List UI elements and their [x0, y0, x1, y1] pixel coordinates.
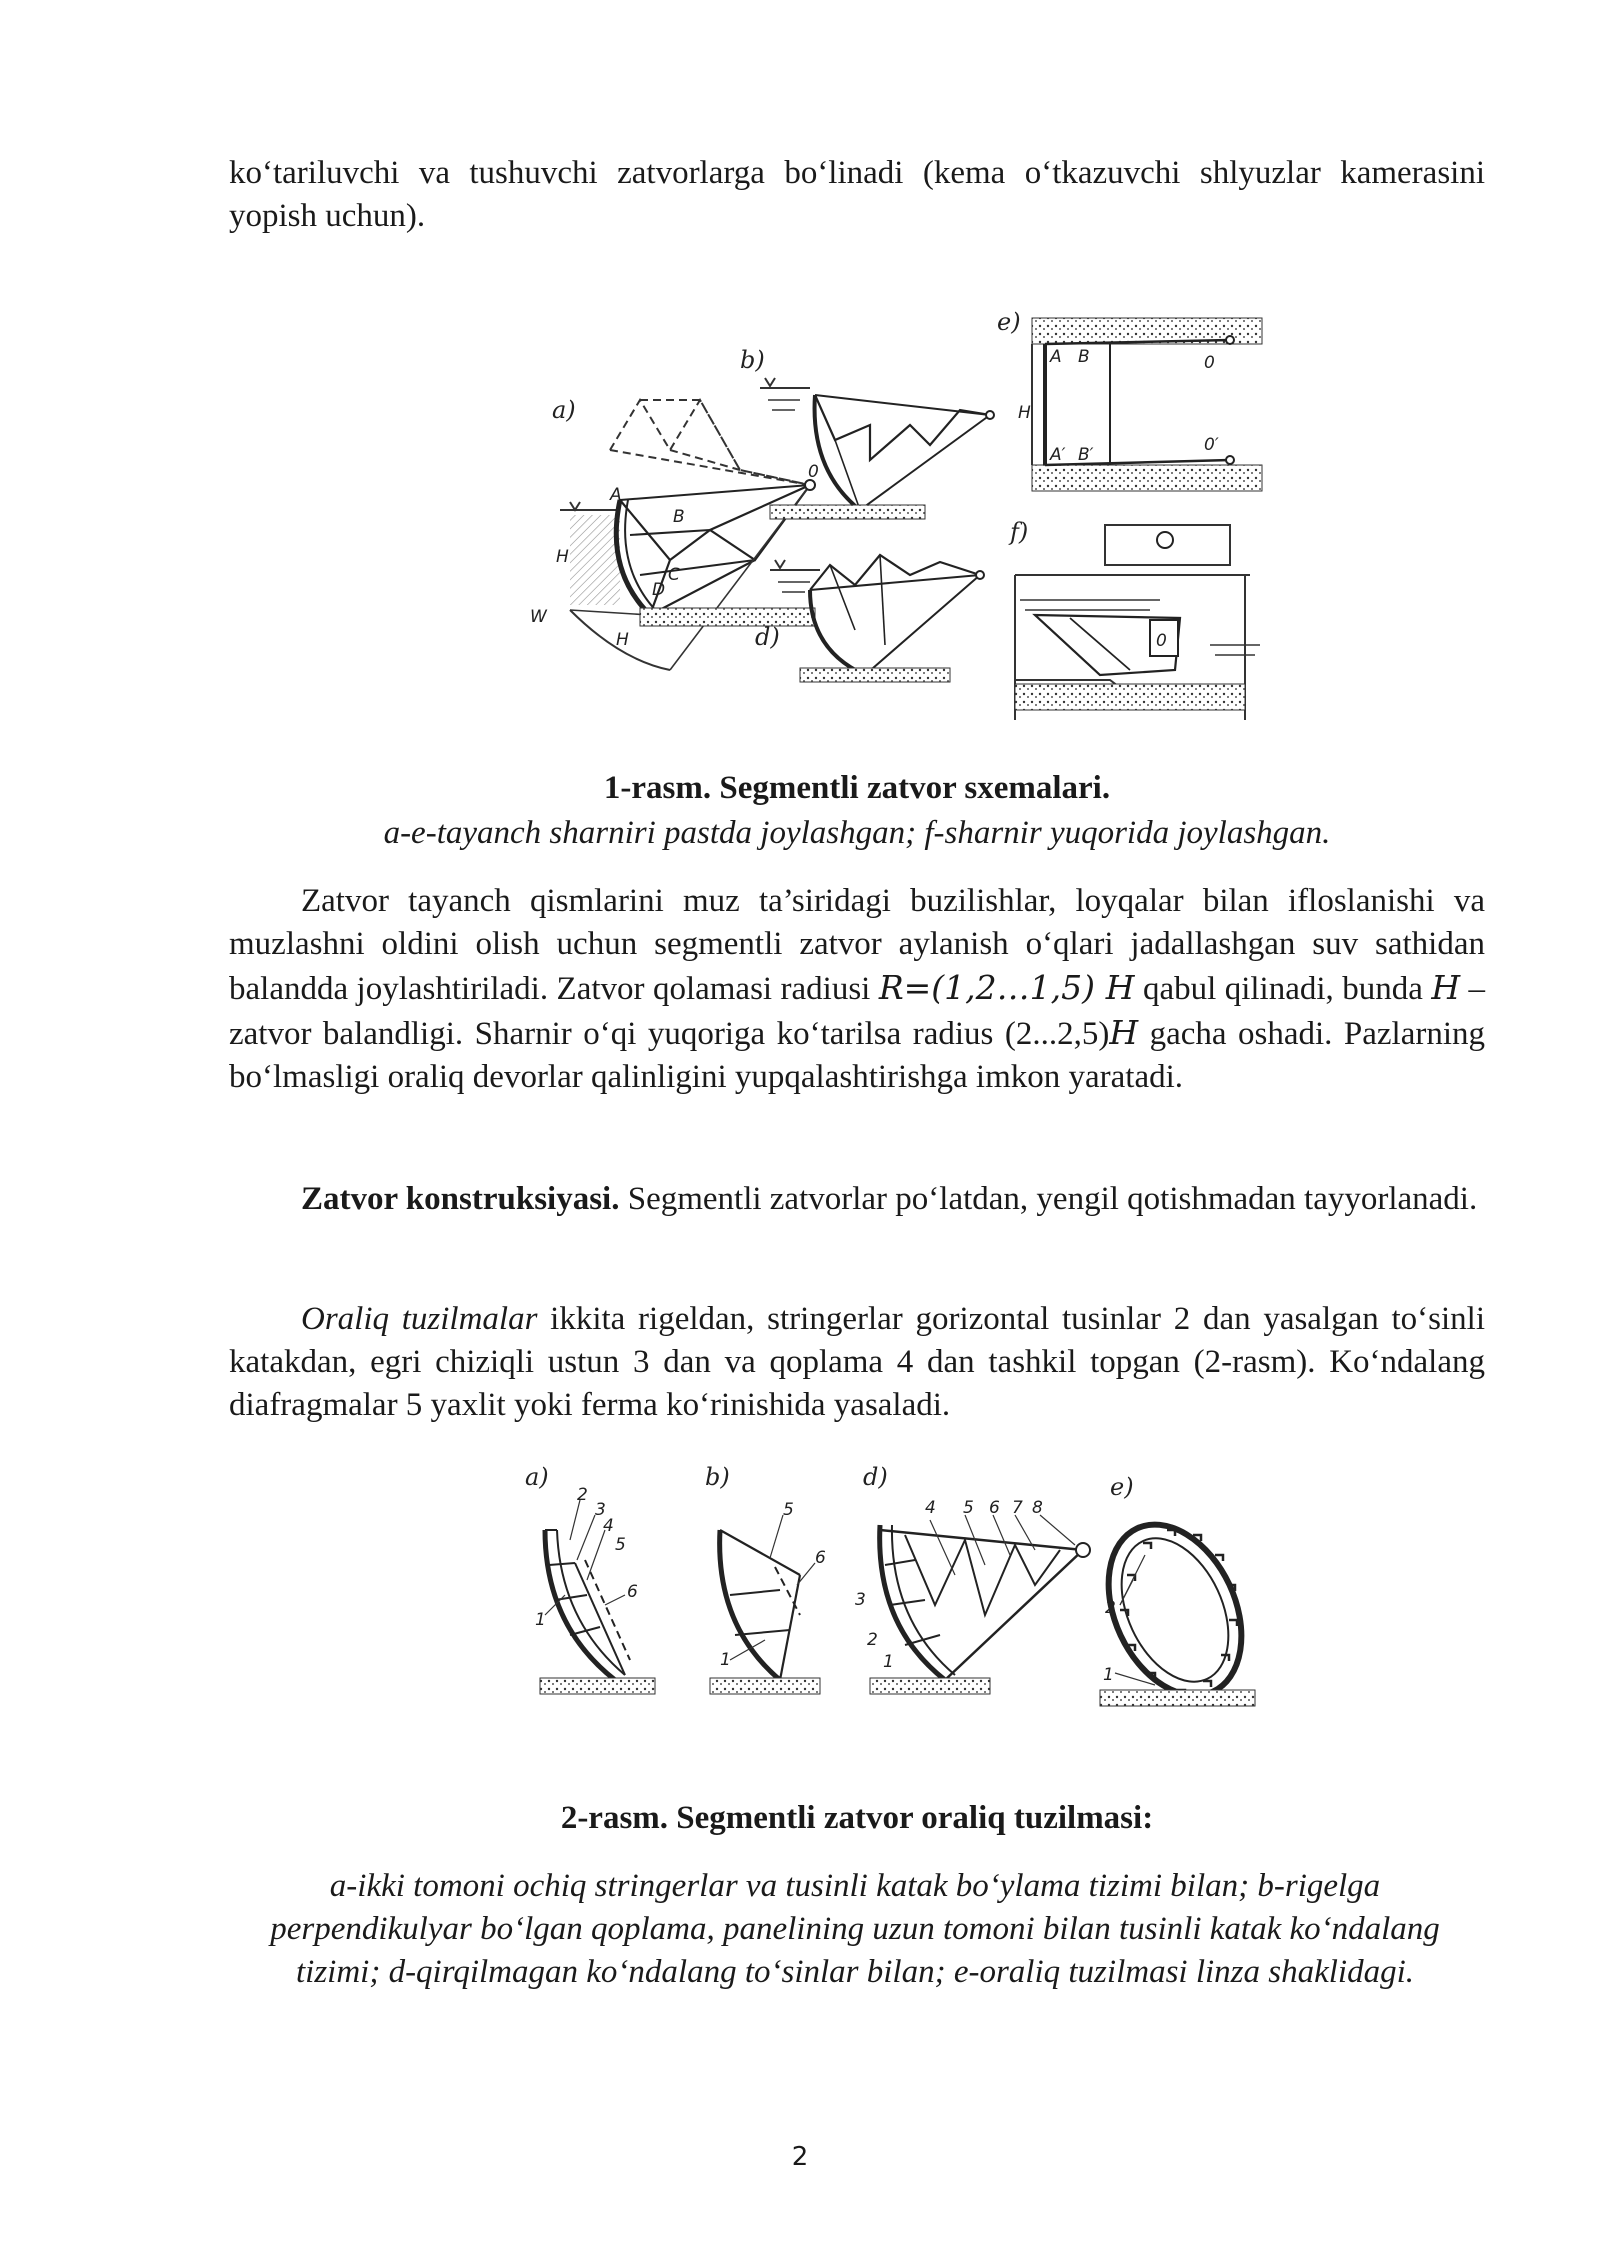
- fig2d-num-7: 7: [1012, 1498, 1023, 1518]
- fig2b-num-1: 1: [720, 1650, 731, 1670]
- fig1-label-b: b): [740, 346, 765, 374]
- para3-text: ikkita rigeldan, stringerlar gorizontal tusinlar 2 dan yasalgan to‘sinli katakdan, egri chiziqli ustun 3 dan va qoplama 4 dan tashkil topgan (2-rasm). Ko‘ndalang diafragmalar 5 yaxlit yoki ferma ko‘rinishida yasaladi.: [229, 1301, 1486, 1423]
- fig2d-num-2: 2: [867, 1630, 878, 1650]
- fig2e-num-1: 1: [1103, 1665, 1114, 1685]
- fig2d-num-6: 6: [989, 1498, 1000, 1518]
- figure-1: [510, 300, 1270, 730]
- figure-2-panel-b: [705, 1463, 826, 1694]
- paragraph-2: [229, 1178, 1485, 1221]
- fig2a-num-2: 2: [577, 1485, 588, 1505]
- fig1-point-d: D: [652, 580, 666, 600]
- fig1-point-b2: B: [1078, 347, 1090, 367]
- intro-paragraph: ko‘tariluvchi va tushuvchi zatvorlarga bo‘linadi (kema o‘tkazuvchi shlyuzlar kamerasini yopish uchun).: [229, 155, 1485, 234]
- para2-text: Segmentli zatvorlar po‘latdan, yengil qotishmadan tayyorlanadi.: [627, 1181, 1478, 1217]
- para1-text-2: qabul qilinadi, bunda: [1142, 971, 1423, 1007]
- paragraph-3: [229, 1298, 1485, 1427]
- fig1-point-a3: A′: [1050, 445, 1066, 465]
- fig2a-num-6: 6: [627, 1582, 638, 1602]
- figure-2-caption: a-ikki tomoni ochiq stringerlar va tusinli katak bo‘ylama tizimi bilan; b-rigelga perpendikulyar bo‘lgan qoplama, panelining uzun tomoni bilan tusinli katak ko‘ndalang tizimi; d-qirqilmagan ko‘ndalang to‘sinlar bilan; e-oraliq tuzilmasi linza shaklidagi.: [270, 1868, 1440, 1990]
- fig2d-num-5: 5: [963, 1498, 974, 1518]
- fig1-point-b: B: [673, 507, 685, 527]
- fig1-point-a2: A: [1050, 347, 1062, 367]
- figure-1-drawing: [510, 300, 1270, 730]
- figure-2-drawing: [515, 1455, 1275, 1725]
- fig2d-num-1: 1: [883, 1652, 894, 1672]
- figure-2-title: 2-rasm. Segmentli zatvor oraliq tuzilmasi:: [560, 1800, 1154, 1836]
- fig2b-num-6: 6: [815, 1548, 826, 1568]
- paragraph-1: [229, 880, 1485, 1099]
- fig1-point-o: 0: [808, 462, 819, 482]
- fig1-point-o3: 0′: [1204, 435, 1219, 455]
- figure-1-panel-e: [997, 308, 1262, 491]
- term-oraliq-tuzilmalar: Oraliq tuzilmalar: [301, 1301, 538, 1337]
- fig2e-num-2: 2: [1105, 1598, 1116, 1618]
- fig1-label-d: d): [755, 623, 780, 651]
- figure-1-caption: a-e-tayanch sharniri pastda joylashgan; f-sharnir yuqorida joylashgan.: [383, 815, 1331, 851]
- fig2-label-a: a): [525, 1463, 549, 1491]
- formula-radius: R=(1,2…1,5) H: [878, 968, 1135, 1007]
- fig2-label-b: b): [705, 1463, 730, 1491]
- fig1-point-w: W: [530, 607, 547, 627]
- fig2a-num-1: 1: [535, 1610, 546, 1630]
- section-heading-construction: Zatvor konstruksiyasi.: [301, 1181, 620, 1217]
- fig2d-num-8: 8: [1032, 1498, 1043, 1518]
- figure-2-panel-d: [855, 1463, 1090, 1694]
- fig1-point-a: A: [610, 485, 622, 505]
- para1-text-3: – zatvor balandligi. Sharnir o‘qi yuqoriga ko‘tarilsa radius (2...2,5): [229, 971, 1486, 1052]
- figure-2: [515, 1455, 1275, 1725]
- para1-text-4: gacha oshadi. Pazlarning bo‘lmasligi oraliq devorlar qalinligini yupqalashtirishga imkon yaratadi.: [229, 1016, 1486, 1095]
- page-number: 2: [791, 2142, 809, 2172]
- fig1-label-f: f): [1010, 518, 1029, 546]
- fig2-label-e: e): [1110, 1473, 1134, 1501]
- figure-1-panel-f: [1008, 518, 1260, 720]
- fig2a-num-4: 4: [603, 1516, 614, 1536]
- fig1-point-h2: H: [1018, 403, 1031, 423]
- fig1-point-h-lower: H: [616, 630, 629, 650]
- fig1-point-o2: 0: [1204, 353, 1215, 373]
- formula-h-2: H: [1109, 1013, 1139, 1052]
- fig2-label-d: d): [863, 1463, 888, 1491]
- formula-h: H: [1431, 968, 1461, 1007]
- fig1-point-c: C: [668, 565, 680, 585]
- figure-2-panel-a: [525, 1463, 655, 1694]
- fig2a-num-5: 5: [615, 1535, 626, 1555]
- fig1-label-a: a): [552, 396, 576, 424]
- fig1-point-o4: 0: [1156, 631, 1167, 651]
- figure-2-panel-e: [1083, 1473, 1268, 1717]
- figure-1-title: 1-rasm. Segmentli zatvor sxemalari.: [603, 770, 1111, 806]
- fig1-point-h: H: [556, 547, 569, 567]
- fig2a-num-3: 3: [595, 1500, 606, 1520]
- fig2d-num-4: 4: [925, 1498, 936, 1518]
- fig1-label-e: e): [997, 308, 1021, 336]
- fig2d-num-3: 3: [855, 1590, 866, 1610]
- fig2b-num-5: 5: [783, 1500, 794, 1520]
- fig1-point-b3: B′: [1078, 445, 1094, 465]
- figure-1-panel-b: [740, 346, 994, 519]
- para1-text-1: Zatvor tayanch qismlarini muz ta’siridagi buzilishlar, loyqalar bilan ifloslanishi va muzlashni oldini olish uchun segmentli zatvor aylanish o‘qlari jadallashgan suv sathidan balandda joylashtiriladi. Zatvor qolamasi radiusi: [229, 883, 1485, 1007]
